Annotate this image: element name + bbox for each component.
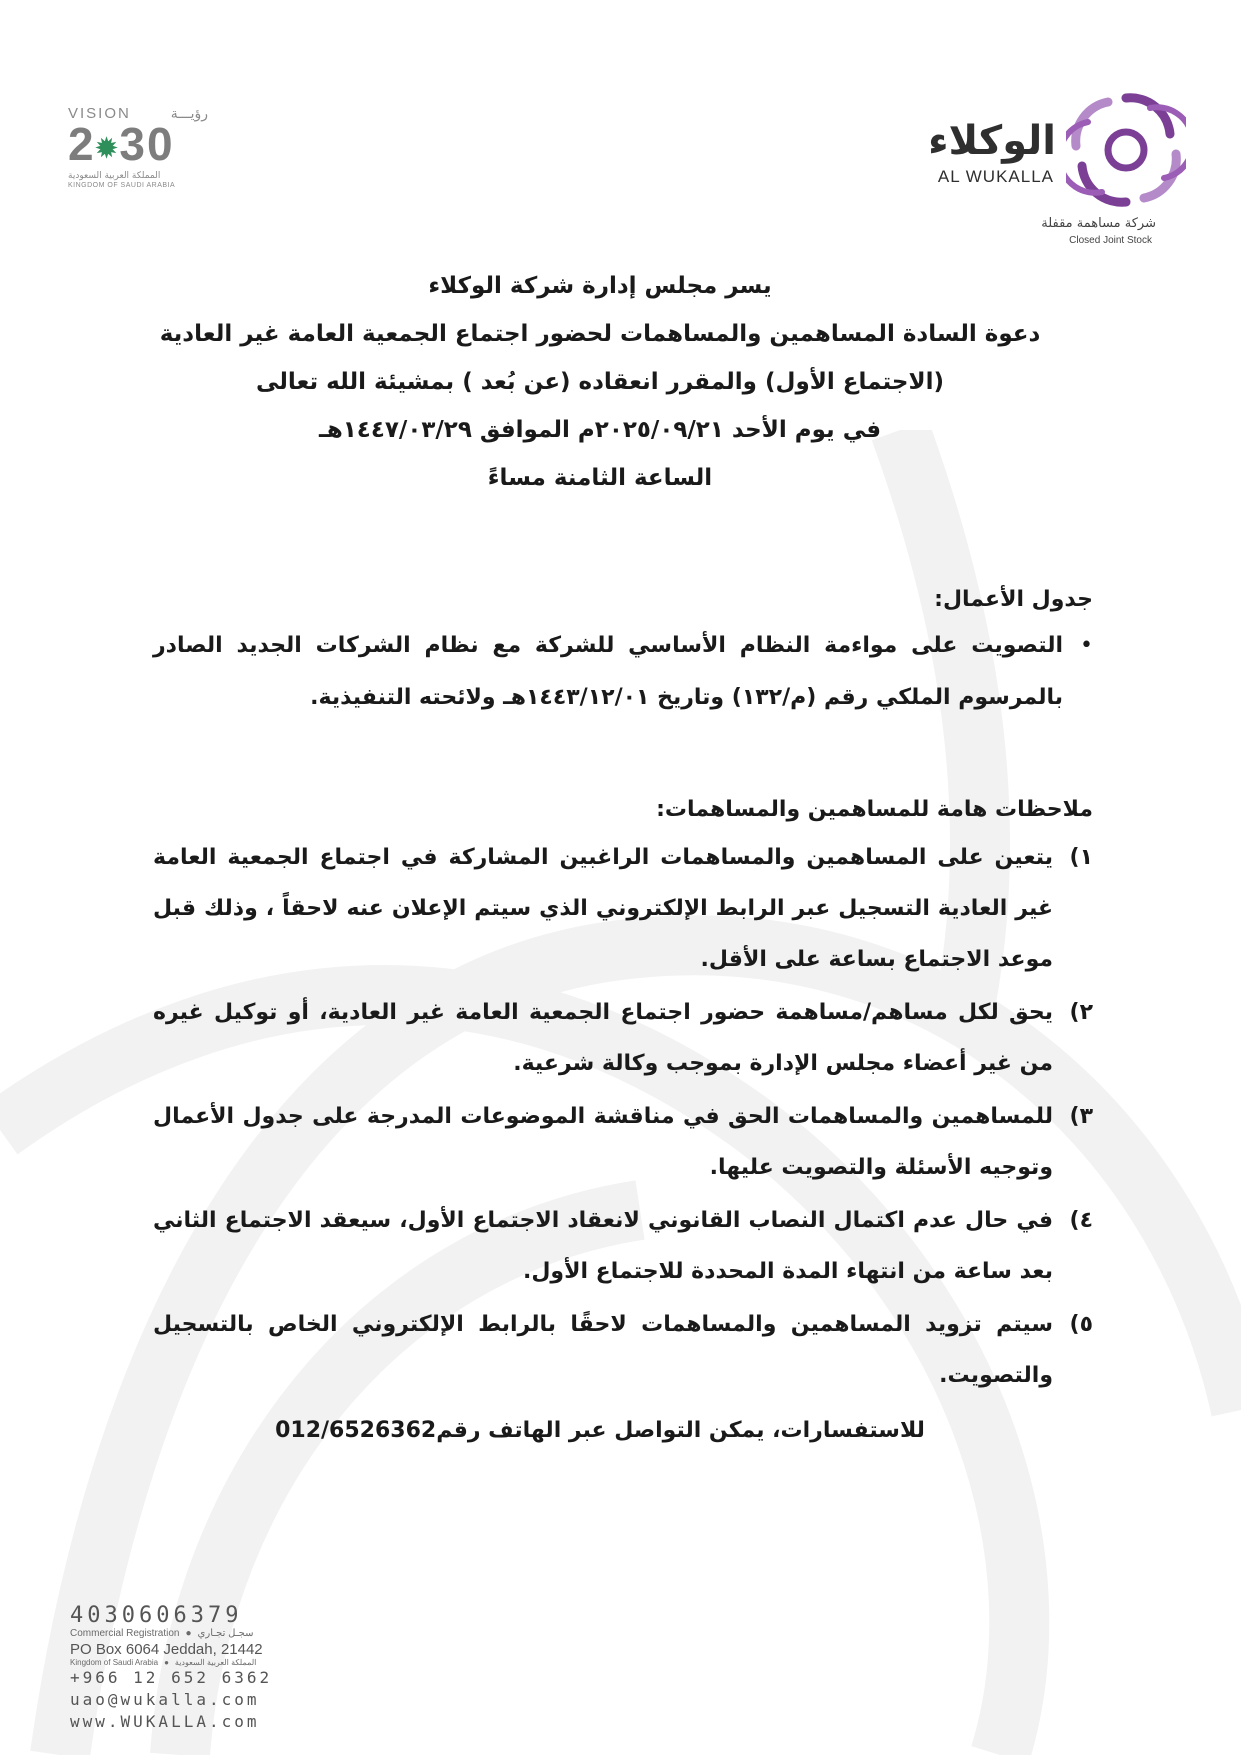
agenda-section <box>153 580 1093 724</box>
commercial-registration-label-en: Commercial Registration <box>70 1628 180 1639</box>
bullet-icon: • <box>1080 633 1093 658</box>
company-logo <box>886 90 1186 250</box>
header-line-4: في يوم الأحد ٢٠٢٥/٠٩/٢١م الموافق ١٤٤٧/٠٣/٢٩هـ <box>318 417 882 443</box>
invitation-header <box>150 262 1050 502</box>
footer-email[interactable]: uao@wukalla.com <box>70 1690 260 1709</box>
company-name-en: AL WUKALLA <box>937 167 1054 186</box>
vision-kingdom-en: KINGDOM OF SAUDI ARABIA <box>68 181 176 189</box>
po-box: PO Box 6064 Jeddah, 21442 <box>70 1641 263 1658</box>
note-number: ٥) <box>1069 1312 1093 1337</box>
company-name-ar: الوكلاء <box>928 118 1056 164</box>
footer-contact-info <box>70 1603 290 1733</box>
header-line-3: (الاجتماع الأول) والمقرر انعقاده (عن بُعد ) بمشيئة الله تعالى <box>255 369 945 395</box>
palm-emblem-icon: ✹ <box>95 132 120 163</box>
vision-kingdom-ar: المملكة العربية السعودية <box>68 170 161 181</box>
footer-website[interactable]: www.WUKALLA.com <box>70 1712 260 1731</box>
agenda-title: جدول الأعمال: <box>934 587 1093 612</box>
flower-logo-icon <box>1066 90 1186 210</box>
agenda-item-text: التصويت على مواءمة النظام الأساسي للشركة مع نظام الشركات الجديد الصادر بالمرسوم الملكي رقم (م/١٣٢) وتاريخ ١٤٤٣/١٢/٠١هـ ولائحته التنفيذية. <box>153 633 1063 710</box>
commercial-registration-label-ar: سجـل تجـاري <box>197 1628 254 1639</box>
notes-title: ملاحظات هامة للمساهمين والمساهمات: <box>656 797 1093 822</box>
note-text: في حال عدم اكتمال النصاب القانوني لانعقاد الاجتماع الأول، سيعقد الاجتماع الثاني بعد ساعة من انتهاء المدة المحددة للاجتماع الأول. <box>153 1208 1053 1284</box>
note-text: يتعين على المساهمين والمساهمات الراغبين المشاركة في اجتماع الجمعية العامة غير العادية التسجيل عبر الرابط الإلكتروني الذي سيتم الإعلان عنه لاحقاً ، وذلك قبل موعد الاجتماع بساعة على الأقل. <box>153 845 1053 972</box>
vision-number-left: 2 <box>68 118 96 170</box>
header-line-5: الساعة الثامنة مساءً <box>487 465 713 491</box>
vision-en-label: VISION <box>68 105 131 122</box>
footer-phone: +966 12 652 6362 <box>70 1668 273 1687</box>
header-line-1: يسر مجلس إدارة شركة الوكلاء <box>428 273 772 299</box>
notes-section <box>153 790 1093 1401</box>
vision-ar-label: رؤيـــة <box>170 105 208 122</box>
note-text: سيتم تزويد المساهمين والمساهمات لاحقًا بالرابط الإلكتروني الخاص بالتسجيل والتصويت. <box>153 1312 1053 1388</box>
company-type-en: Closed Joint Stock <box>1069 235 1152 246</box>
note-item <box>153 1299 1093 1401</box>
company-type-ar: شركة مساهمة مقفلة <box>1041 216 1156 231</box>
dot-separator-icon: ● <box>185 1628 192 1639</box>
note-item <box>153 987 1093 1089</box>
commercial-registration-number: 4030606379 <box>70 1603 243 1628</box>
vision-number-right: 30 <box>119 118 175 170</box>
note-item <box>153 1195 1093 1297</box>
note-item <box>153 832 1093 985</box>
vision-2030-logo <box>68 105 208 189</box>
note-number: ١) <box>1069 845 1093 870</box>
note-number: ٣) <box>1069 1104 1093 1129</box>
note-number: ٢) <box>1069 1000 1093 1025</box>
kingdom-label-en: Kingdom of Saudi Arabia <box>70 1658 159 1667</box>
note-number: ٤) <box>1069 1208 1093 1233</box>
note-text: للمساهمين والمساهمات الحق في مناقشة الموضوعات المدرجة على جدول الأعمال وتوجيه الأسئلة والتصويت عليها. <box>153 1104 1053 1180</box>
note-text: يحق لكل مساهم/مساهمة حضور اجتماع الجمعية العامة غير العادية، أو توكيل غيره من غير أعضاء مجلس الإدارة بموجب وكالة شرعية. <box>153 1000 1053 1076</box>
kingdom-label-ar: المملكة العربية السعودية <box>174 1658 257 1667</box>
note-item <box>153 1091 1093 1193</box>
header-line-2: دعوة السادة المساهمين والمساهمات لحضور اجتماع الجمعية العامة غير العادية <box>159 321 1041 347</box>
agenda-item <box>153 620 1093 724</box>
dot-separator-icon: ● <box>164 1658 169 1667</box>
contact-line: للاستفسارات، يمكن التواصل عبر الهاتف رقم012/6526362 <box>275 1418 925 1443</box>
